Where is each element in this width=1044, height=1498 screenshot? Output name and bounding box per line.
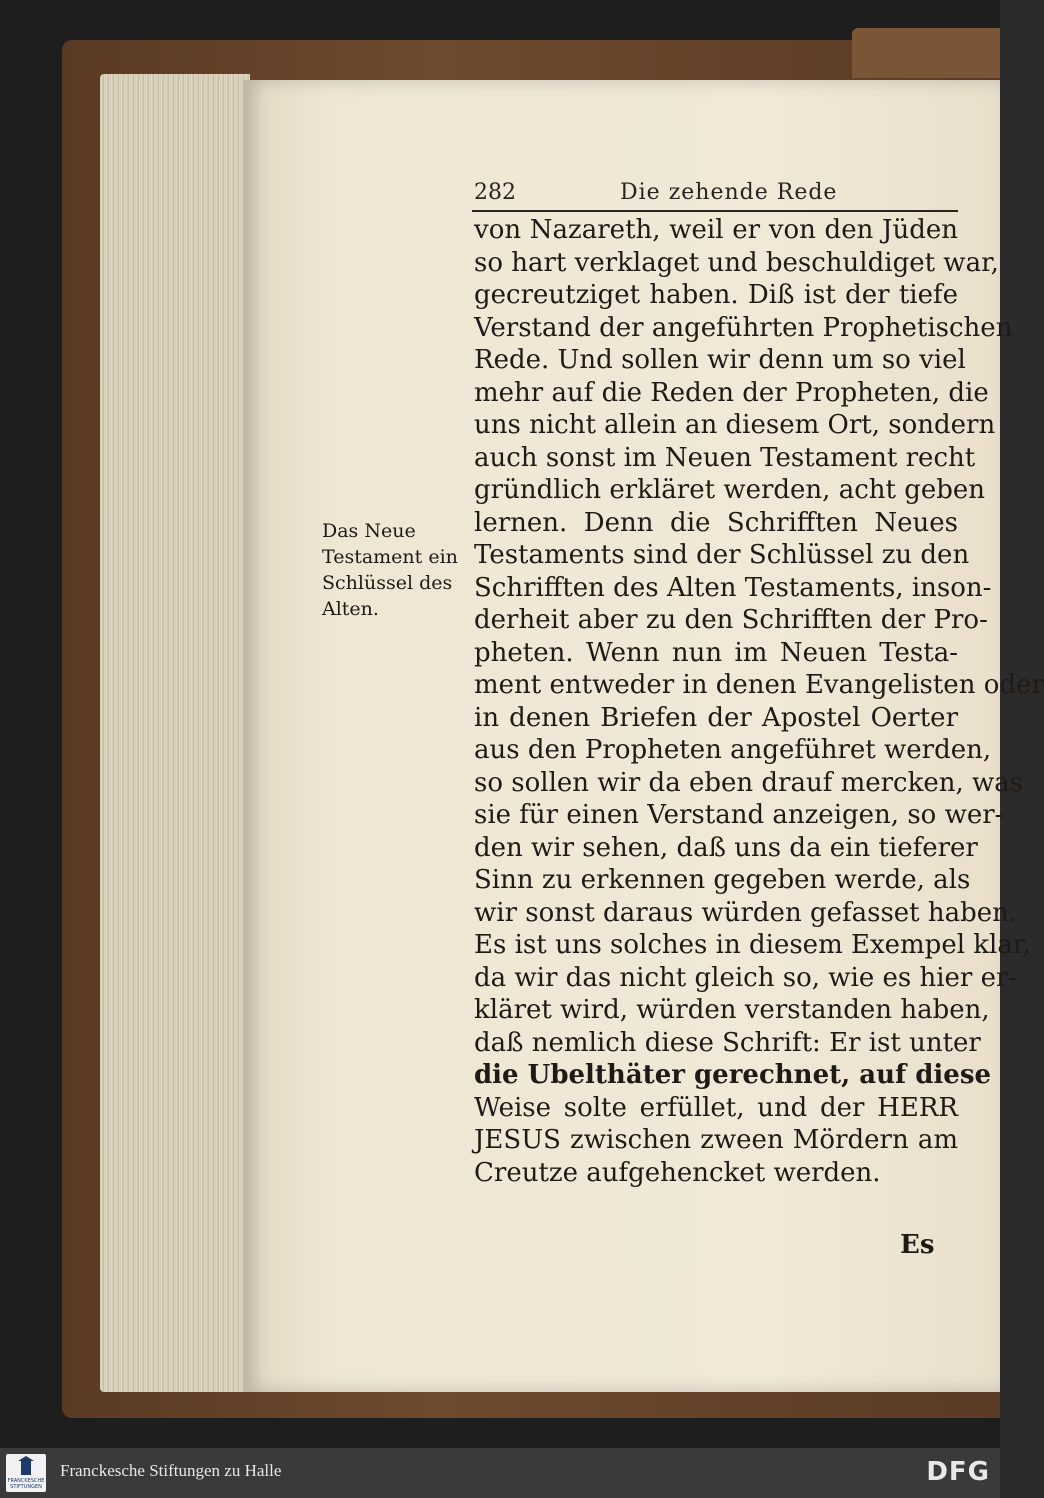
institution-name[interactable]: Franckesche Stiftungen zu Halle bbox=[60, 1461, 282, 1480]
text-line: ment entweder in denen Evangelisten oder bbox=[474, 670, 1044, 700]
marginal-line: Testament ein bbox=[322, 546, 458, 568]
running-header bbox=[472, 176, 958, 212]
text-line: daß nemlich diese Schrift: Er ist unter bbox=[474, 1027, 981, 1058]
text-line: so sollen wir da eben drauf mercken, was bbox=[474, 767, 1024, 798]
text-line: wir sonst daraus würden gefasset haben. bbox=[474, 897, 1018, 928]
building-icon-body bbox=[21, 1459, 31, 1475]
text-line: da wir das nicht gleich so, wie es hier er- bbox=[474, 962, 1018, 993]
text-line: kläret wird, würden verstanden haben, bbox=[474, 995, 990, 1025]
text-line: Weise solte erfüllet, und der HERR bbox=[474, 1092, 958, 1123]
institution-logo[interactable] bbox=[6, 1454, 46, 1492]
text-line: Creutze aufgehencket werden. bbox=[474, 1157, 881, 1188]
text-line: lernen. Denn die Schrifften Neues bbox=[474, 507, 958, 538]
text-line: Verstand der angeführten Prophetischen bbox=[474, 312, 1013, 343]
marginal-note bbox=[322, 518, 472, 622]
text-line: derheit aber zu den Schrifften der Pro- bbox=[474, 605, 988, 635]
text-line: gründlich erkläret werden, acht geben bbox=[474, 475, 986, 505]
text-line: JESUS zwischen zween Mördern am bbox=[474, 1125, 958, 1155]
page-edges bbox=[100, 74, 250, 1392]
page-number: 282 bbox=[474, 180, 516, 205]
text-line: gecreutziget haben. Diß ist der tiefe bbox=[474, 280, 958, 310]
text-line: uns nicht allein an diesem Ort, sondern bbox=[474, 410, 996, 440]
text-line: sie für einen Verstand anzeigen, so wer- bbox=[474, 800, 1004, 830]
text-line: pheten. Wenn nun im Neuen Testa- bbox=[474, 637, 958, 668]
text-line: Sinn zu erkennen gegeben werde, als bbox=[474, 865, 971, 895]
text-line: Testaments sind der Schlüssel zu den bbox=[474, 540, 970, 570]
body-text bbox=[474, 214, 1044, 1189]
text-line: Schrifften des Alten Testaments, inson- bbox=[474, 572, 992, 603]
viewer-footer bbox=[0, 1448, 1000, 1498]
text-line: Rede. Und sollen wir denn um so viel bbox=[474, 345, 966, 375]
marginal-line: Schlüssel des bbox=[322, 572, 453, 594]
marginal-line: Das Neue bbox=[322, 520, 416, 542]
text-line: Es ist uns solches in diesem Exempel klar, bbox=[474, 930, 1031, 960]
text-line: von Nazareth, weil er von den Jüden bbox=[474, 215, 958, 245]
text-line: in denen Briefen der Apostel Oerter bbox=[474, 702, 958, 733]
cover-corner bbox=[852, 28, 1000, 78]
running-title: Die zehende Rede bbox=[620, 180, 838, 205]
text-line: so hart verklaget und beschuldiget war, bbox=[474, 247, 999, 278]
dfg-logo[interactable]: DFG bbox=[926, 1457, 990, 1487]
text-line: die Ubelthäter gerechnet, auf diese bbox=[474, 1060, 992, 1090]
text-line: auch sonst im Neuen Testament recht bbox=[474, 442, 976, 473]
catchword: Es bbox=[900, 1230, 935, 1260]
logo-caption: FRANCKESCHE STIFTUNGEN bbox=[7, 1478, 45, 1490]
marginal-line: Alten. bbox=[322, 598, 379, 620]
text-line: aus den Propheten angeführet werden, bbox=[474, 735, 992, 765]
text-line: den wir sehen, daß uns da ein tieferer bbox=[474, 832, 978, 863]
text-line: mehr auf die Reden der Propheten, die bbox=[474, 377, 989, 408]
